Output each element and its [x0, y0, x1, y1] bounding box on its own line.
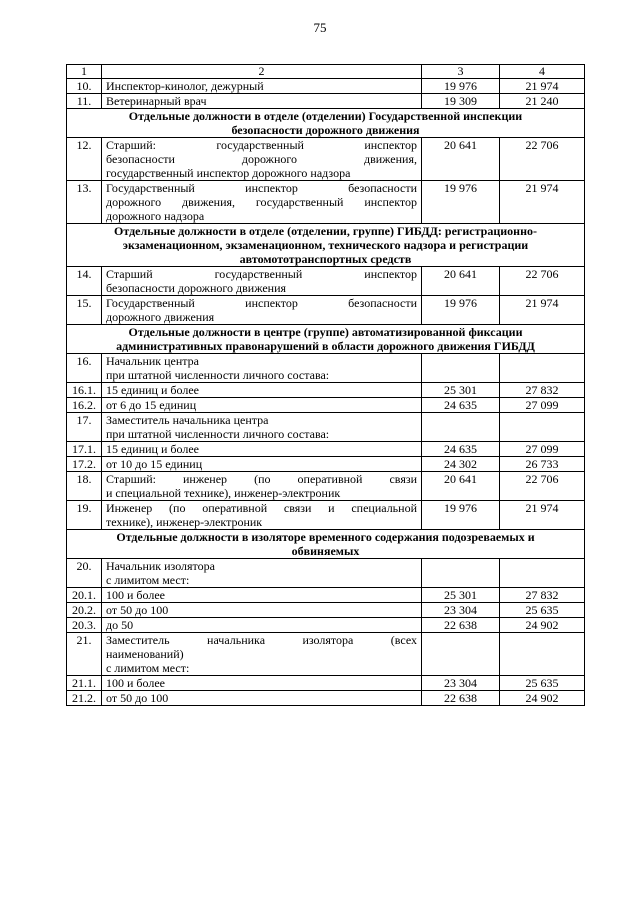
position-name-line: Инженер (по оперативной связи и специальной	[106, 501, 417, 515]
table-row	[67, 181, 585, 224]
salary-min-value	[422, 354, 500, 383]
position-name	[102, 79, 422, 94]
row-number: 17.	[67, 413, 102, 442]
position-name	[102, 691, 422, 706]
table-row	[67, 296, 585, 325]
position-name	[102, 94, 422, 109]
position-name	[102, 559, 422, 588]
salary-max-value: 25 635	[500, 676, 585, 691]
position-name-line: Старший: инженер (по оперативной связи	[106, 472, 417, 486]
position-name-line: 100 и более	[106, 676, 166, 690]
salary-min-value: 24 302	[422, 457, 500, 472]
position-name	[102, 472, 422, 501]
position-name-line: государственный инспектор дорожного надзора	[106, 166, 351, 180]
salary-min-value: 25 301	[422, 588, 500, 603]
position-name-line: Заместитель начальника изолятора (всех	[106, 633, 417, 647]
position-name	[102, 676, 422, 691]
position-name-line: Государственный инспектор безопасности	[106, 181, 417, 195]
position-name-line: дорожного движения, государственный инспектор	[106, 195, 417, 209]
salary-min-value: 24 635	[422, 442, 500, 457]
salary-table	[66, 64, 585, 706]
row-number: 19.	[67, 501, 102, 530]
salary-max-value: 26 733	[500, 457, 585, 472]
position-name	[102, 457, 422, 472]
position-name-line: Государственный инспектор безопасности	[106, 296, 417, 310]
section-heading-line: безопасности дорожного движения	[231, 123, 420, 137]
header-col-1: 1	[67, 65, 102, 79]
table-header-row	[67, 65, 585, 79]
salary-max-value: 21 974	[500, 79, 585, 94]
row-number: 18.	[67, 472, 102, 501]
table-row	[67, 676, 585, 691]
table-row	[67, 633, 585, 676]
position-name-line: Начальник изолятора	[106, 559, 215, 573]
salary-min-value: 19 976	[422, 181, 500, 224]
salary-min-value	[422, 633, 500, 676]
row-number: 16.1.	[67, 383, 102, 398]
table-row	[67, 354, 585, 383]
header-col-2: 2	[102, 65, 422, 79]
position-name-line: Инспектор-кинолог, дежурный	[106, 79, 264, 93]
row-number: 21.1.	[67, 676, 102, 691]
salary-max-value: 24 902	[500, 691, 585, 706]
position-name	[102, 413, 422, 442]
salary-min-value: 19 976	[422, 501, 500, 530]
section-heading	[67, 109, 585, 138]
position-name-line: безопасности дорожного движения,	[106, 152, 417, 166]
section-heading-line: экзаменационном, экзаменационном, технического надзора и регистрации	[122, 238, 529, 252]
salary-max-value: 27 832	[500, 383, 585, 398]
salary-max-value: 24 902	[500, 618, 585, 633]
position-name-line: с лимитом мест:	[106, 573, 190, 587]
salary-max-value	[500, 354, 585, 383]
table-row	[67, 267, 585, 296]
salary-min-value: 20 641	[422, 472, 500, 501]
position-name-line: наименований)	[106, 647, 184, 661]
row-number: 14.	[67, 267, 102, 296]
position-name-line: от 10 до 15 единиц	[106, 457, 203, 471]
row-number: 20.2.	[67, 603, 102, 618]
table-row	[67, 442, 585, 457]
table-row	[67, 472, 585, 501]
row-number: 16.	[67, 354, 102, 383]
position-name	[102, 354, 422, 383]
position-name-line: до 50	[106, 618, 134, 632]
section-heading-line: автомототранспортных средств	[239, 252, 412, 266]
row-number: 13.	[67, 181, 102, 224]
position-name-line: Старший: государственный инспектор	[106, 138, 417, 152]
salary-min-value: 20 641	[422, 267, 500, 296]
row-number: 12.	[67, 138, 102, 181]
table-row	[67, 79, 585, 94]
position-name-line: 15 единиц и более	[106, 442, 199, 456]
salary-max-value: 21 974	[500, 296, 585, 325]
position-name	[102, 267, 422, 296]
section-heading	[67, 325, 585, 354]
row-number: 21.2.	[67, 691, 102, 706]
salary-max-value: 27 832	[500, 588, 585, 603]
salary-max-value: 25 635	[500, 603, 585, 618]
row-number: 17.2.	[67, 457, 102, 472]
salary-max-value: 21 974	[500, 181, 585, 224]
salary-min-value: 23 304	[422, 676, 500, 691]
position-name-line: при штатной численности личного состава:	[106, 427, 330, 441]
salary-max-value	[500, 559, 585, 588]
salary-min-value: 23 304	[422, 603, 500, 618]
position-name-line: 15 единиц и более	[106, 383, 199, 397]
salary-min-value: 19 976	[422, 79, 500, 94]
row-number: 17.1.	[67, 442, 102, 457]
table-row	[67, 413, 585, 442]
table-row	[67, 383, 585, 398]
table-row	[67, 603, 585, 618]
salary-max-value: 27 099	[500, 398, 585, 413]
header-col-4: 4	[500, 65, 585, 79]
row-number: 11.	[67, 94, 102, 109]
section-heading-line: обвиняемых	[291, 544, 360, 558]
salary-max-value	[500, 633, 585, 676]
section-heading-row	[67, 530, 585, 559]
section-heading-row	[67, 325, 585, 354]
table-row	[67, 94, 585, 109]
row-number: 10.	[67, 79, 102, 94]
position-name	[102, 618, 422, 633]
header-col-3: 3	[422, 65, 500, 79]
salary-max-value: 22 706	[500, 267, 585, 296]
table-row	[67, 138, 585, 181]
position-name-line: безопасности дорожного движения	[106, 281, 287, 295]
position-name-line: от 50 до 100	[106, 691, 169, 705]
salary-max-value: 22 706	[500, 138, 585, 181]
salary-min-value: 25 301	[422, 383, 500, 398]
section-heading	[67, 224, 585, 267]
row-number: 16.2.	[67, 398, 102, 413]
position-name	[102, 588, 422, 603]
section-heading	[67, 530, 585, 559]
position-name	[102, 181, 422, 224]
position-name-line: от 50 до 100	[106, 603, 169, 617]
table-row	[67, 691, 585, 706]
position-name-line: технике), инженер-электроник	[106, 515, 263, 529]
position-name	[102, 633, 422, 676]
position-name	[102, 603, 422, 618]
position-name-line: 100 и более	[106, 588, 166, 602]
position-name	[102, 383, 422, 398]
row-number: 21.	[67, 633, 102, 676]
position-name-line: дорожного движения	[106, 310, 215, 324]
position-name	[102, 138, 422, 181]
salary-min-value: 22 638	[422, 618, 500, 633]
table-row	[67, 618, 585, 633]
table-row	[67, 501, 585, 530]
table-row	[67, 398, 585, 413]
row-number: 15.	[67, 296, 102, 325]
table-row	[67, 588, 585, 603]
salary-max-value: 21 240	[500, 94, 585, 109]
salary-min-value: 24 635	[422, 398, 500, 413]
position-name-line: и специальной технике), инженер-электроник	[106, 486, 341, 500]
position-name	[102, 398, 422, 413]
position-name-line: Заместитель начальника центра	[106, 413, 269, 427]
position-name	[102, 501, 422, 530]
position-name-line: Начальник центра	[106, 354, 199, 368]
section-heading-line: Отдельные должности в отделе (отделении) Государственной инспекции	[128, 109, 523, 123]
salary-max-value	[500, 413, 585, 442]
row-number: 20.1.	[67, 588, 102, 603]
position-name-line: при штатной численности личного состава:	[106, 368, 330, 382]
salary-min-value	[422, 413, 500, 442]
salary-min-value: 20 641	[422, 138, 500, 181]
page-number: 75	[313, 20, 327, 35]
position-name	[102, 442, 422, 457]
section-heading-row	[67, 224, 585, 267]
salary-min-value	[422, 559, 500, 588]
position-name-line: с лимитом мест:	[106, 661, 190, 675]
position-name-line: от 6 до 15 единиц	[106, 398, 197, 412]
position-name-line: Старший государственный инспектор	[106, 267, 417, 281]
position-name-line: дорожного надзора	[106, 209, 205, 223]
salary-max-value: 22 706	[500, 472, 585, 501]
position-name-line: Ветеринарный врач	[106, 94, 207, 108]
section-heading-row	[67, 109, 585, 138]
section-heading-line: Отдельные должности в изоляторе временного содержания подозреваемых и	[116, 530, 535, 544]
section-heading-line: административных правонарушений в области дорожного движения ГИБДД	[116, 339, 535, 353]
table-row	[67, 559, 585, 588]
salary-min-value: 22 638	[422, 691, 500, 706]
salary-min-value: 19 976	[422, 296, 500, 325]
salary-max-value: 27 099	[500, 442, 585, 457]
position-name	[102, 296, 422, 325]
salary-max-value: 21 974	[500, 501, 585, 530]
section-heading-line: Отдельные должности в отделе (отделении, группе) ГИБДД: регистрационно-	[114, 224, 537, 238]
section-heading-line: Отдельные должности в центре (группе) автоматизированной фиксации	[128, 325, 523, 339]
row-number: 20.	[67, 559, 102, 588]
row-number: 20.3.	[67, 618, 102, 633]
salary-min-value: 19 309	[422, 94, 500, 109]
table-row	[67, 457, 585, 472]
